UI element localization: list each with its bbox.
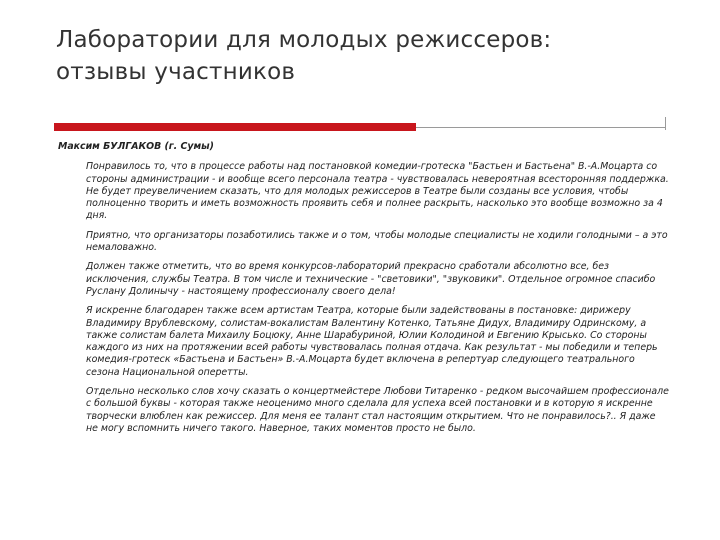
title-line-1: Лаборатории для молодых режиссеров: (56, 27, 552, 53)
author-name: Максим БУЛГАКОВ (г. Сумы) (58, 141, 214, 152)
slide-title (56, 24, 676, 88)
paragraph-2: Приятно, что организаторы позаботились также и о том, чтобы молодые специалисты не ходили голодными – а это немаловажно. (86, 229, 668, 254)
paragraph-4: Я искренне благодарен также всем артистам Театра, которые были задействованы в постановке: дирижеру Владимиру Врублевскому, солистам-вокалистам Валентину Котенко, Татьяне Дидух, Владимиру Одринскому, а также солистам балета Михаилу Боцюку, Анне Шарабуриной, Юлии Колодиной и Евгению Крысько. Со стороны каждого из них на протяжении всей работы чувствовалась полная отдача. Как результат - мы победили и теперь комедия-гротеск «Бастьена и Бастьен» В.-А.Моцарта будет включена в репертуар следующего театрального сезона Национальной оперетты. (86, 305, 658, 378)
review-content (58, 141, 670, 442)
paragraph-3: Должен также отметить, что во время конкурсов-лабораторий прекрасно сработали абсолютно все, без исключения, службы Театра. В том числе и технические - "световики", "звуковики". Отдельное огромное спасибо Руслану Долинычу - настоящему профессионалу своего дела! (86, 261, 656, 297)
paragraph-1: Понравилось то, что в процессе работы над постановкой комедии-гротеска "Бастьен и Бастьена" В.-А.Моцарта со стороны администрации - и вообще всего персонала театра - чувствовалась невероятная всесторонняя поддержка. Не будет преувеличением сказать, что для молодых режиссеров в Театре были созданы все условия, чтобы полноценно творить и иметь возможность проявить себя и полнее раскрыть, насколько это вообще возможно за 4 дня. (86, 161, 669, 222)
accent-bar (54, 123, 416, 131)
title-line-2: отзывы участников (56, 59, 296, 85)
divider-rule (416, 127, 666, 128)
divider-tick (665, 117, 666, 130)
paragraph-5: Отдельно несколько слов хочу сказать о концертмейстере Любови Титаренко - редком высочайшем профессионале с большой буквы - которая также неоценимо много сделала для успеха всей постановки и в которую я искренне творчески влюблен как режиссер. Для меня ее талант стал настоящим открытием. Что не понравилось?.. Я даже не могу вспомнить ничего такого. Наверное, таких моментов просто не было. (86, 386, 669, 434)
